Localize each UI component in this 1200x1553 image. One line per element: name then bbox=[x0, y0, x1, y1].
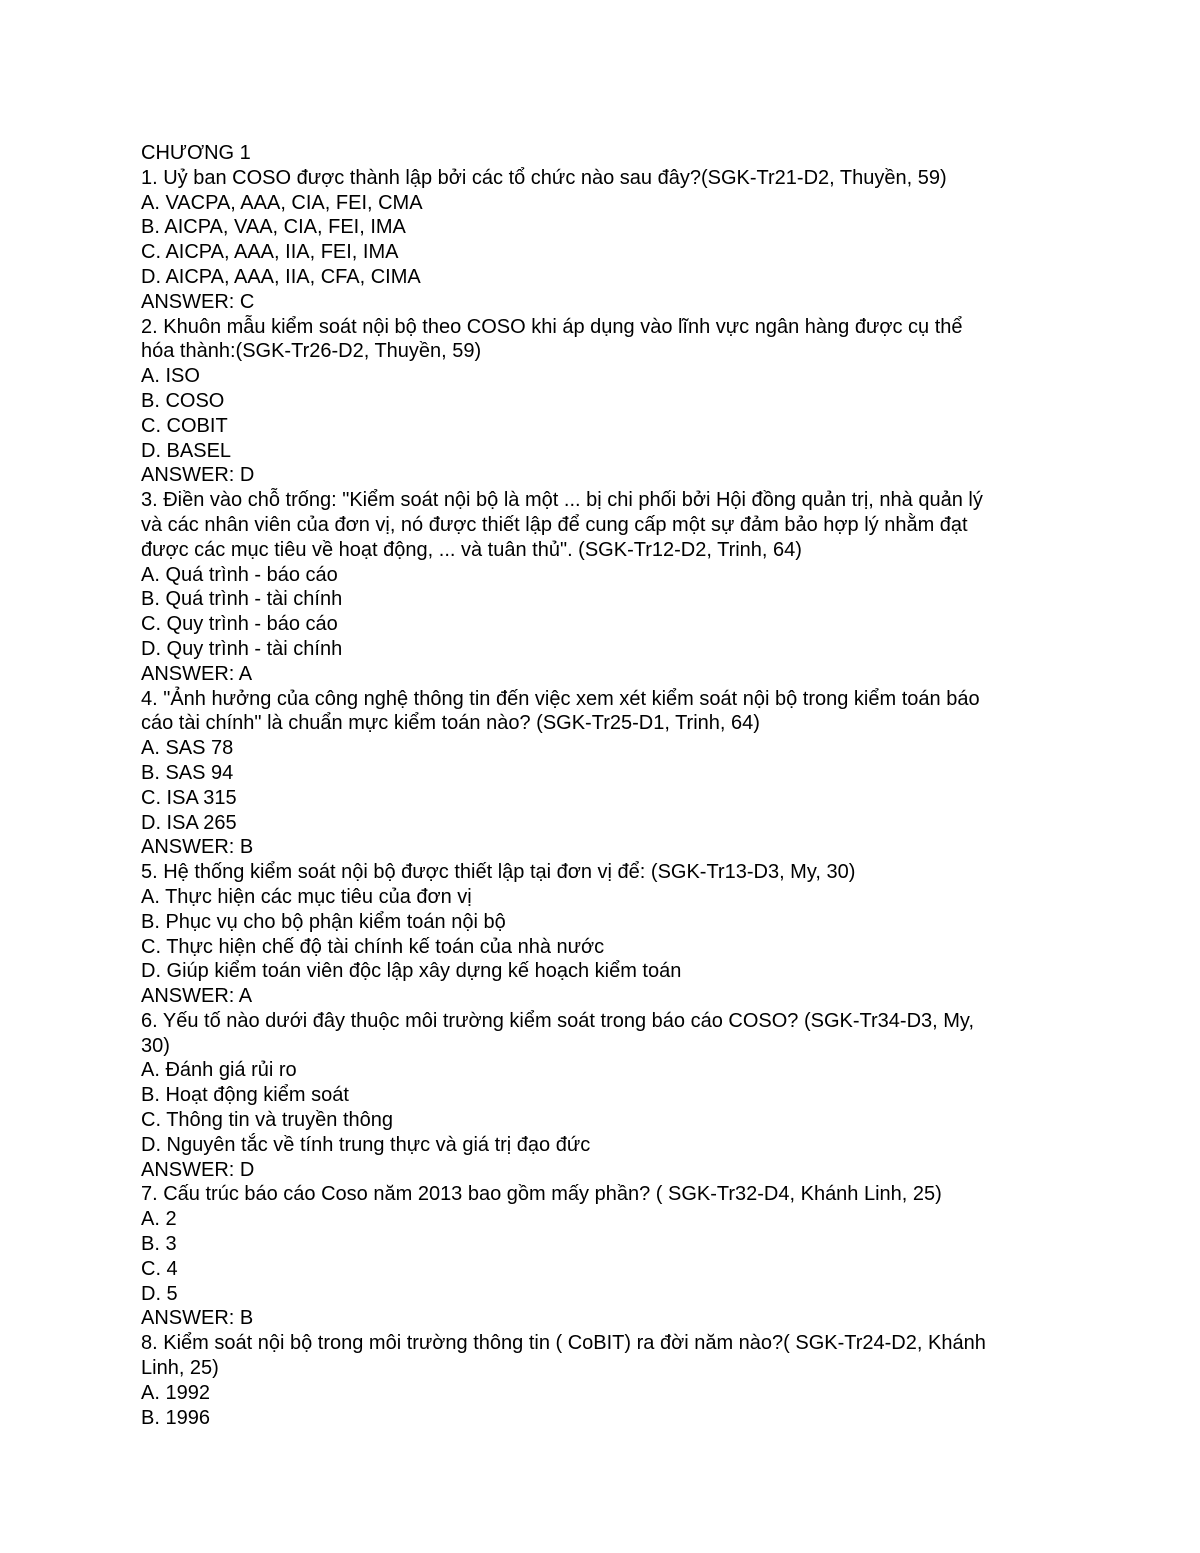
text-line: cáo tài chính" là chuẩn mực kiểm toán nào? (SGK-Tr25-D1, Trinh, 64) bbox=[141, 712, 760, 735]
text-line: D. Giúp kiểm toán viên độc lập xây dựng kế hoạch kiểm toán bbox=[141, 960, 682, 983]
text-line: 2. Khuôn mẫu kiểm soát nội bộ theo COSO khi áp dụng vào lĩnh vực ngân hàng được cụ thể bbox=[141, 315, 963, 338]
text-line: ANSWER: A bbox=[141, 662, 253, 685]
text-line: B. 1996 bbox=[141, 1406, 210, 1429]
text-line: A. ISO bbox=[141, 365, 200, 388]
text-line: A. VACPA, AAA, CIA, FEI, CMA bbox=[141, 191, 423, 214]
text-line: D. Nguyên tắc về tính trung thực và giá trị đạo đức bbox=[141, 1133, 591, 1156]
text-line: ANSWER: D bbox=[141, 464, 255, 487]
text-line: ANSWER: B bbox=[141, 836, 254, 859]
text-line: 1. Uỷ ban COSO được thành lập bởi các tổ chức nào sau đây?(SGK-Tr21-D2, Thuyền, 59) bbox=[141, 166, 947, 189]
text-line: 3. Điền vào chỗ trống: "Kiểm soát nội bộ là một ... bị chi phối bởi Hội đồng quản trị, nhà quản lý bbox=[141, 489, 983, 512]
text-line: B. 3 bbox=[141, 1233, 177, 1256]
text-line: B. COSO bbox=[141, 389, 225, 412]
text-line: 8. Kiểm soát nội bộ trong môi trường thông tin ( CoBIT) ra đời năm nào?( SGK-Tr24-D2, Khánh bbox=[141, 1332, 986, 1355]
text-line: B. SAS 94 bbox=[141, 761, 234, 784]
text-line: ANSWER: C bbox=[141, 290, 255, 313]
text-line: D. ISA 265 bbox=[141, 811, 237, 834]
text-line: D. AICPA, AAA, IIA, CFA, CIMA bbox=[141, 265, 421, 288]
text-line: C. Thực hiện chế độ tài chính kế toán của nhà nước bbox=[141, 935, 605, 958]
text-line: 30) bbox=[141, 1034, 170, 1057]
text-line: D. 5 bbox=[141, 1282, 178, 1305]
text-line: D. Quy trình - tài chính bbox=[141, 637, 343, 660]
text-line: D. BASEL bbox=[141, 439, 232, 462]
text-line: 7. Cấu trúc báo cáo Coso năm 2013 bao gồm mấy phần? ( SGK-Tr32-D4, Khánh Linh, 25) bbox=[141, 1183, 942, 1206]
text-line: và các nhân viên của đơn vị, nó được thiết lập để cung cấp một sự đảm bảo hợp lý nhằm đạt bbox=[141, 513, 968, 536]
text-line: A. Đánh giá rủi ro bbox=[141, 1059, 297, 1082]
text-line: A. 2 bbox=[141, 1208, 177, 1231]
text-line: A. 1992 bbox=[141, 1381, 210, 1404]
text-line: ANSWER: B bbox=[141, 1307, 254, 1330]
text-line: được các mục tiêu về hoạt động, ... và tuân thủ". (SGK-Tr12-D2, Trinh, 64) bbox=[141, 538, 802, 561]
text-line: ANSWER: D bbox=[141, 1158, 255, 1181]
text-line: C. Thông tin và truyền thông bbox=[141, 1109, 394, 1132]
text-line: B. AICPA, VAA, CIA, FEI, IMA bbox=[141, 216, 406, 239]
text-line: 5. Hệ thống kiểm soát nội bộ được thiết lập tại đơn vị để: (SGK-Tr13-D3, My, 30) bbox=[141, 861, 856, 884]
text-line: hóa thành:(SGK-Tr26-D2, Thuyền, 59) bbox=[141, 340, 482, 363]
text-line: 6. Yếu tố nào dưới đây thuộc môi trường kiểm soát trong báo cáo COSO? (SGK-Tr34-D3, My, bbox=[141, 1009, 974, 1032]
text-line: A. Quá trình - báo cáo bbox=[141, 563, 338, 586]
text-line: ANSWER: A bbox=[141, 985, 253, 1008]
text-line: B. Hoạt động kiểm soát bbox=[141, 1084, 349, 1107]
text-line: B. Phục vụ cho bộ phận kiểm toán nội bộ bbox=[141, 910, 506, 933]
text-line: 4. "Ảnh hưởng của công nghệ thông tin đến việc xem xét kiểm soát nội bộ trong kiểm toán báo bbox=[141, 687, 980, 710]
text-line: C. 4 bbox=[141, 1257, 178, 1280]
text-line: A. Thực hiện các mục tiêu của đơn vị bbox=[141, 885, 472, 908]
text-line: B. Quá trình - tài chính bbox=[141, 588, 343, 611]
text-line: C. COBIT bbox=[141, 414, 228, 437]
text-line: CHƯƠNG 1 bbox=[141, 142, 251, 164]
text-line: C. Quy trình - báo cáo bbox=[141, 613, 338, 636]
text-line: A. SAS 78 bbox=[141, 737, 234, 760]
text-line: Linh, 25) bbox=[141, 1357, 219, 1380]
text-line: C. ISA 315 bbox=[141, 786, 237, 809]
text-line: C. AICPA, AAA, IIA, FEI, IMA bbox=[141, 241, 399, 264]
document-body bbox=[141, 141, 1071, 1430]
